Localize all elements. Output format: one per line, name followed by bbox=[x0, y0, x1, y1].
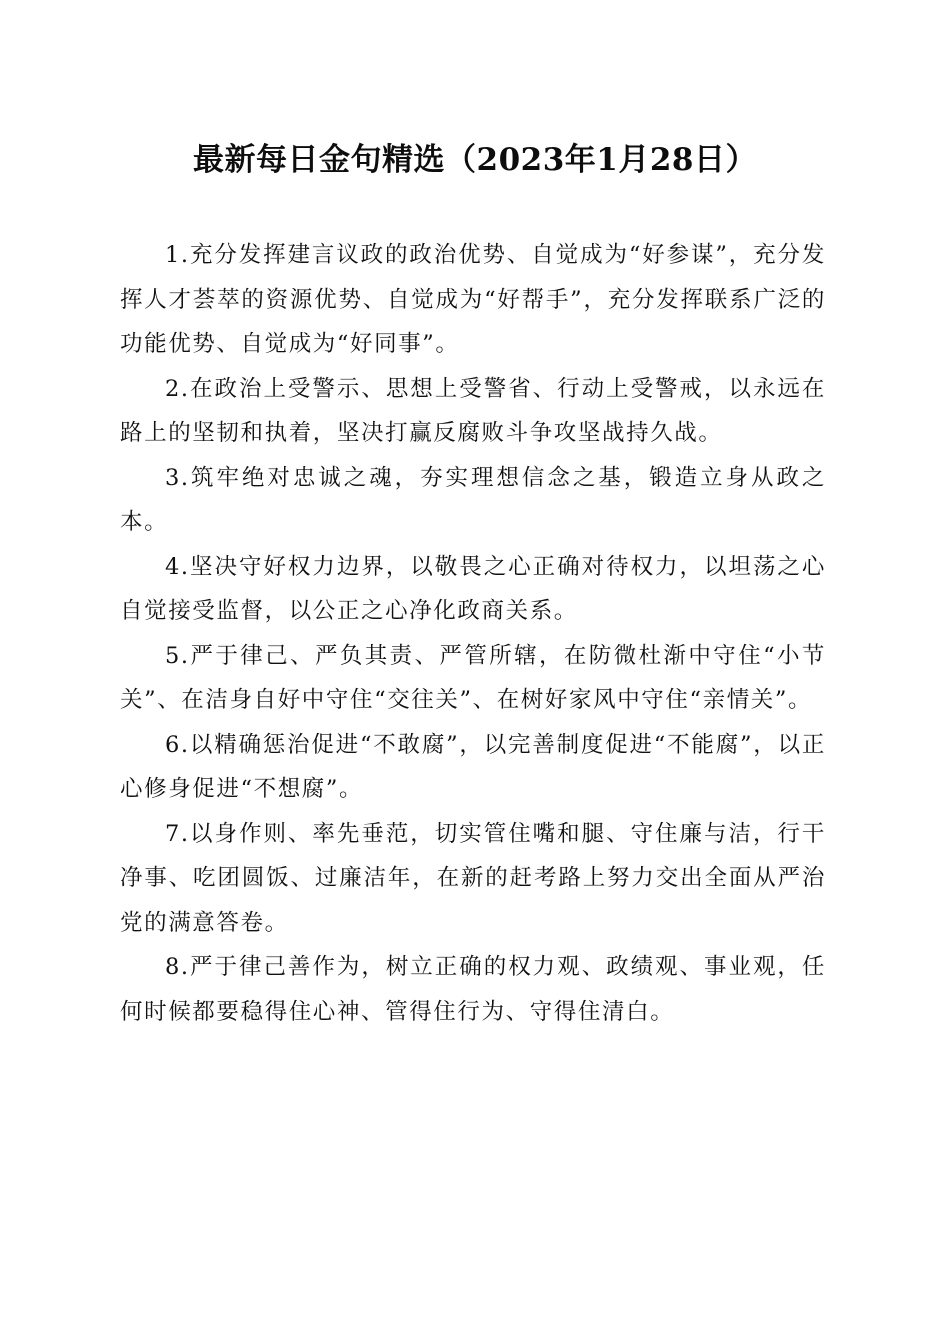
document-title: 最新每日金句精选（2023年1月28日） bbox=[193, 142, 757, 178]
paragraph-3: 3.筑牢绝对忠诚之魂，夯实理想信念之基，锻造立身从政之本。 bbox=[120, 464, 826, 535]
paragraph-8: 8.严于律己善作为，树立正确的权力观、政绩观、事业观，任何时候都要稳得住心神、管得住行为、守得住清白。 bbox=[120, 954, 826, 1025]
paragraph-5: 5.严于律己、严负其责、严管所辖，在防微杜渐中守住“小节关”、在洁身自好中守住“交往关”、在树好家风中守住“亲情关”。 bbox=[120, 642, 826, 713]
paragraph-1: 1.充分发挥建言议政的政治优势、自觉成为“好参谋”，充分发挥人才荟萃的资源优势、自觉成为“好帮手”，充分发挥联系广泛的功能优势、自觉成为“好同事”。 bbox=[120, 242, 826, 357]
paragraph-6: 6.以精确惩治促进“不敢腐”，以完善制度促进“不能腐”，以正心修身促进“不想腐”。 bbox=[120, 731, 826, 802]
document-body bbox=[120, 233, 826, 1034]
paragraph-7: 7.以身作则、率先垂范，切实管住嘴和腿、守住廉与洁，行干净事、吃团圆饭、过廉洁年，在新的赶考路上努力交出全面从严治党的满意答卷。 bbox=[120, 820, 826, 936]
paragraph-2: 2.在政治上受警示、思想上受警省、行动上受警戒，以永远在路上的坚韧和执着，坚决打赢反腐败斗争攻坚战持久战。 bbox=[120, 375, 826, 446]
paragraph-4: 4.坚决守好权力边界，以敬畏之心正确对待权力，以坦荡之心自觉接受监督，以公正之心净化政商关系。 bbox=[120, 553, 826, 624]
